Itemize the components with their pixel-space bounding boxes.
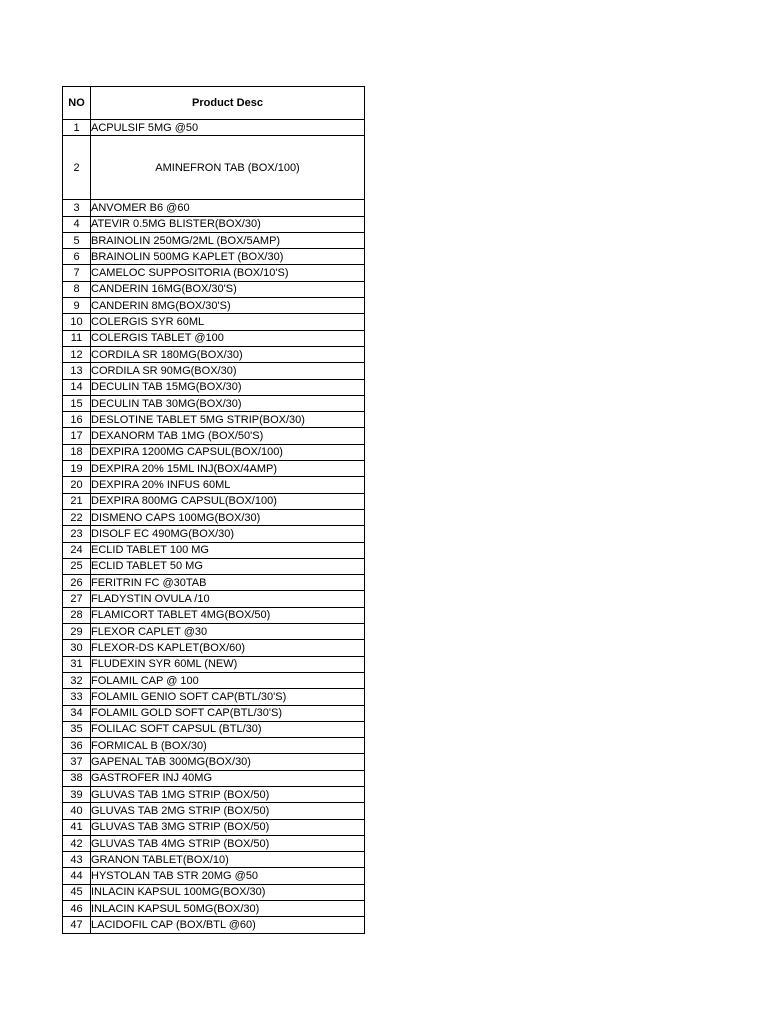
table-row xyxy=(63,558,365,574)
product-desc: DESLOTINE TABLET 5MG STRIP(BOX/30) xyxy=(91,412,365,428)
product-desc: COLERGIS SYR 60ML xyxy=(91,314,365,330)
product-desc: CAMELOC SUPPOSITORIA (BOX/10'S) xyxy=(91,265,365,281)
row-number: 33 xyxy=(63,689,91,705)
table-row xyxy=(63,461,365,477)
product-desc: COLERGIS TABLET @100 xyxy=(91,330,365,346)
table-row xyxy=(63,136,365,200)
product-desc: FERITRIN FC @30TAB xyxy=(91,575,365,591)
row-number: 40 xyxy=(63,803,91,819)
table-row xyxy=(63,705,365,721)
row-number: 11 xyxy=(63,330,91,346)
row-number: 41 xyxy=(63,819,91,835)
product-desc: DECULIN TAB 15MG(BOX/30) xyxy=(91,379,365,395)
product-desc: ACPULSIF 5MG @50 xyxy=(91,120,365,136)
product-desc: CORDILA SR 180MG(BOX/30) xyxy=(91,346,365,362)
product-desc: GLUVAS TAB 3MG STRIP (BOX/50) xyxy=(91,819,365,835)
row-number: 28 xyxy=(63,607,91,623)
product-desc: FLUDEXIN SYR 60ML (NEW) xyxy=(91,656,365,672)
product-desc: DEXANORM TAB 1MG (BOX/50'S) xyxy=(91,428,365,444)
table-row xyxy=(63,640,365,656)
row-number: 13 xyxy=(63,363,91,379)
product-desc: INLACIN KAPSUL 50MG(BOX/30) xyxy=(91,901,365,917)
row-number: 44 xyxy=(63,868,91,884)
table-row xyxy=(63,868,365,884)
table-row xyxy=(63,689,365,705)
row-number: 23 xyxy=(63,526,91,542)
table-row xyxy=(63,575,365,591)
table-row xyxy=(63,428,365,444)
table-row xyxy=(63,624,365,640)
row-number: 35 xyxy=(63,721,91,737)
row-number: 36 xyxy=(63,738,91,754)
product-desc: GLUVAS TAB 2MG STRIP (BOX/50) xyxy=(91,803,365,819)
row-number: 32 xyxy=(63,672,91,688)
table-row xyxy=(63,232,365,248)
product-desc: GASTROFER INJ 40MG xyxy=(91,770,365,786)
product-desc: BRAINOLIN 500MG KAPLET (BOX/30) xyxy=(91,249,365,265)
product-desc: ECLID TABLET 50 MG xyxy=(91,558,365,574)
table-row xyxy=(63,281,365,297)
table-row xyxy=(63,509,365,525)
product-desc: AMINEFRON TAB (BOX/100) xyxy=(91,136,365,200)
table-row xyxy=(63,249,365,265)
table-row xyxy=(63,607,365,623)
table-row xyxy=(63,216,365,232)
product-desc: ANVOMER B6 @60 xyxy=(91,200,365,216)
row-number: 38 xyxy=(63,770,91,786)
product-desc: HYSTOLAN TAB STR 20MG @50 xyxy=(91,868,365,884)
header-no: NO xyxy=(63,87,91,120)
table-body xyxy=(63,120,365,934)
table-row xyxy=(63,672,365,688)
row-number: 45 xyxy=(63,884,91,900)
row-number: 29 xyxy=(63,624,91,640)
table-row xyxy=(63,835,365,851)
row-number: 47 xyxy=(63,917,91,933)
table-row xyxy=(63,901,365,917)
product-desc: ATEVIR 0.5MG BLISTER(BOX/30) xyxy=(91,216,365,232)
row-number: 15 xyxy=(63,395,91,411)
row-number: 10 xyxy=(63,314,91,330)
product-desc: DEXPIRA 1200MG CAPSUL(BOX/100) xyxy=(91,444,365,460)
row-number: 34 xyxy=(63,705,91,721)
table-row xyxy=(63,754,365,770)
row-number: 27 xyxy=(63,591,91,607)
row-number: 14 xyxy=(63,379,91,395)
product-desc: DEXPIRA 20% 15ML INJ(BOX/4AMP) xyxy=(91,461,365,477)
row-number: 17 xyxy=(63,428,91,444)
product-desc: DISOLF EC 490MG(BOX/30) xyxy=(91,526,365,542)
product-sheet xyxy=(62,86,364,934)
product-desc: DECULIN TAB 30MG(BOX/30) xyxy=(91,395,365,411)
table-row xyxy=(63,395,365,411)
table-row xyxy=(63,917,365,933)
row-number: 9 xyxy=(63,298,91,314)
product-desc: GLUVAS TAB 1MG STRIP (BOX/50) xyxy=(91,786,365,802)
product-desc: GLUVAS TAB 4MG STRIP (BOX/50) xyxy=(91,835,365,851)
row-number: 37 xyxy=(63,754,91,770)
row-number: 31 xyxy=(63,656,91,672)
product-desc: CANDERIN 16MG(BOX/30'S) xyxy=(91,281,365,297)
product-desc: FLAMICORT TABLET 4MG(BOX/50) xyxy=(91,607,365,623)
row-number: 43 xyxy=(63,852,91,868)
row-number: 42 xyxy=(63,835,91,851)
product-desc: FOLAMIL GOLD SOFT CAP(BTL/30'S) xyxy=(91,705,365,721)
table-row xyxy=(63,412,365,428)
row-number: 22 xyxy=(63,509,91,525)
product-table xyxy=(62,86,365,934)
row-number: 8 xyxy=(63,281,91,297)
row-number: 4 xyxy=(63,216,91,232)
product-desc: LACIDOFIL CAP (BOX/BTL @60) xyxy=(91,917,365,933)
table-row xyxy=(63,444,365,460)
row-number: 16 xyxy=(63,412,91,428)
product-desc: INLACIN KAPSUL 100MG(BOX/30) xyxy=(91,884,365,900)
table-row xyxy=(63,786,365,802)
table-row xyxy=(63,884,365,900)
table-row xyxy=(63,330,365,346)
row-number: 26 xyxy=(63,575,91,591)
table-row xyxy=(63,803,365,819)
table-row xyxy=(63,314,365,330)
product-desc: CORDILA SR 90MG(BOX/30) xyxy=(91,363,365,379)
row-number: 20 xyxy=(63,477,91,493)
table-row xyxy=(63,770,365,786)
table-row xyxy=(63,379,365,395)
table-row xyxy=(63,298,365,314)
table-row xyxy=(63,526,365,542)
product-desc: CANDERIN 8MG(BOX/30'S) xyxy=(91,298,365,314)
row-number: 12 xyxy=(63,346,91,362)
product-desc: DEXPIRA 20% INFUS 60ML xyxy=(91,477,365,493)
row-number: 24 xyxy=(63,542,91,558)
table-row xyxy=(63,852,365,868)
row-number: 21 xyxy=(63,493,91,509)
product-desc: DEXPIRA 800MG CAPSUL(BOX/100) xyxy=(91,493,365,509)
row-number: 1 xyxy=(63,120,91,136)
product-desc: DISMENO CAPS 100MG(BOX/30) xyxy=(91,509,365,525)
row-number: 2 xyxy=(63,136,91,200)
row-number: 25 xyxy=(63,558,91,574)
table-row xyxy=(63,363,365,379)
table-row xyxy=(63,265,365,281)
row-number: 46 xyxy=(63,901,91,917)
row-number: 39 xyxy=(63,786,91,802)
table-row xyxy=(63,200,365,216)
product-desc: FOLAMIL GENIO SOFT CAP(BTL/30'S) xyxy=(91,689,365,705)
table-row xyxy=(63,346,365,362)
product-desc: FOLAMIL CAP @ 100 xyxy=(91,672,365,688)
table-row xyxy=(63,120,365,136)
row-number: 19 xyxy=(63,461,91,477)
product-desc: ECLID TABLET 100 MG xyxy=(91,542,365,558)
product-desc: GAPENAL TAB 300MG(BOX/30) xyxy=(91,754,365,770)
row-number: 18 xyxy=(63,444,91,460)
product-desc: FLEXOR CAPLET @30 xyxy=(91,624,365,640)
table-row xyxy=(63,738,365,754)
row-number: 5 xyxy=(63,232,91,248)
table-row xyxy=(63,493,365,509)
header-product-desc: Product Desc xyxy=(91,87,365,120)
product-desc: FOLILAC SOFT CAPSUL (BTL/30) xyxy=(91,721,365,737)
table-row xyxy=(63,656,365,672)
row-number: 6 xyxy=(63,249,91,265)
product-desc: FORMICAL B (BOX/30) xyxy=(91,738,365,754)
row-number: 7 xyxy=(63,265,91,281)
table-row xyxy=(63,591,365,607)
product-desc: GRANON TABLET(BOX/10) xyxy=(91,852,365,868)
table-header-row xyxy=(63,87,365,120)
product-desc: BRAINOLIN 250MG/2ML (BOX/5AMP) xyxy=(91,232,365,248)
row-number: 30 xyxy=(63,640,91,656)
table-row xyxy=(63,819,365,835)
table-row xyxy=(63,477,365,493)
product-desc: FLEXOR-DS KAPLET(BOX/60) xyxy=(91,640,365,656)
table-row xyxy=(63,542,365,558)
row-number: 3 xyxy=(63,200,91,216)
product-desc: FLADYSTIN OVULA /10 xyxy=(91,591,365,607)
table-row xyxy=(63,721,365,737)
